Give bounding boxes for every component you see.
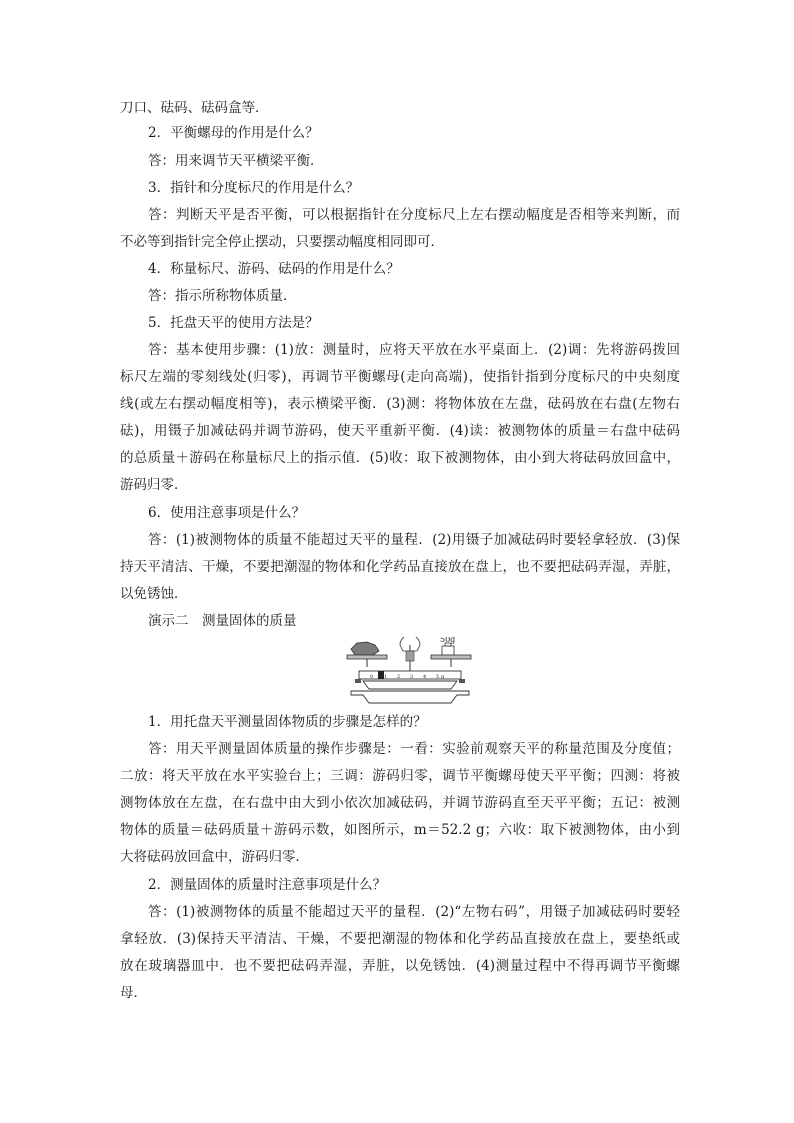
question-4-heading: 4．称量标尺、游码、砝码的作用是什么？ <box>148 261 400 277</box>
question-demo2-1-heading: 1．用托盘天平测量固体物质的步骤是怎样的？ <box>148 714 427 730</box>
base-bottom <box>351 691 469 703</box>
tick-4: 4 <box>423 674 427 680</box>
center-column <box>406 651 414 661</box>
balance-illustration <box>345 637 475 705</box>
question-5-heading: 5．托盘天平的使用方法是？ <box>148 315 319 331</box>
weight-50g <box>442 646 454 655</box>
question-2-heading: 2．平衡螺母的作用是什么？ <box>148 125 319 141</box>
weight-label: 50g <box>440 637 456 644</box>
object-on-left-pan <box>351 642 379 655</box>
balance-figure <box>345 637 475 705</box>
answer-3-line-2: 不必等到指针完全停止摆动，只要摆动幅度相同即可． <box>120 234 444 250</box>
answer-5-line-1: 答：基本使用步骤：(1)放：测量时，应将天平放在水平桌面上．(2)调：先将游码拨回 <box>148 342 680 358</box>
question-6-heading: 6．使用注意事项是什么？ <box>148 505 306 521</box>
answer-demo2-2-line-4: 母． <box>120 985 147 1001</box>
base-top <box>363 681 457 689</box>
tick-5: 5 <box>436 674 440 680</box>
tick-0: 0 <box>370 674 374 680</box>
answer-demo2-1-line-2: 二放：将天平放在水平实验台上；三调：游码归零，调节平衡螺母使天平平衡；四测：将被 <box>120 768 680 784</box>
answer-demo2-1-line-3: 测物体放在左盘，在右盘中由大到小依次加减砝码，并调节游码直至天平平衡；五记：被测 <box>120 795 680 811</box>
text-line-1: 刀口、砝码、砝码盒等． <box>120 100 269 116</box>
right-balance-nut <box>459 679 465 683</box>
answer-5-line-5: 的总质量＋游码在称量标尺上的指示值．(5)收：取下被测物体，由小到大将砝码放回盒中， <box>120 450 680 466</box>
right-pan <box>431 655 471 659</box>
answer-5-line-2: 标尺左端的零刻线处(归零)，再调节平衡螺母(走向高端)，使指针指到分度标尺的中央刻度 <box>120 369 680 385</box>
answer-4: 答：指示所称物体质量． <box>148 288 297 304</box>
answer-demo2-1-line-1: 答：用天平测量固体质量的操作步骤是：一看：实验前观察天平的称量范围及分度值； <box>148 741 680 757</box>
left-pan <box>347 655 387 659</box>
answer-6-line-1: 答：(1)被测物体的质量不能超过天平的量程．(2)用镊子加减砝码时要轻拿轻放．(3)保 <box>148 532 680 548</box>
answer-2: 答：用来调节天平横梁平衡． <box>148 153 324 169</box>
answer-demo2-2-line-1: 答：(1)被测物体的质量不能超过天平的量程．(2)“左物右码”，用镊子加减砝码时要轻 <box>148 904 680 920</box>
answer-5-line-3: 线(或左右摆动幅度相等)，表示横梁平衡．(3)测：将物体放在左盘，砝码放在右盘(左物右 <box>120 396 680 412</box>
answer-demo2-1-line-5: 大将砝码放回盒中，游码归零． <box>120 849 309 865</box>
answer-6-line-3: 以免锈蚀． <box>120 586 188 602</box>
question-demo2-2-heading: 2．测量固体的质量时注意事项是什么？ <box>148 877 387 893</box>
answer-5-line-4: 砝)，用镊子加减砝码并调节游码，使天平重新平衡．(4)读：被测物体的质量＝右盘中砝码 <box>120 423 680 439</box>
left-balance-nut <box>355 679 361 683</box>
answer-demo2-1-line-4: 物体的质量＝砝码质量＋游码示数，如图所示，m＝52.2 g；六收：取下被测物体，由小到 <box>120 822 680 838</box>
section-heading-demo-2: 演示二 测量固体的质量 <box>148 613 297 629</box>
tick-unit: g <box>441 674 445 680</box>
question-3-heading: 3．指针和分度标尺的作用是什么？ <box>148 180 360 196</box>
answer-3-line-1: 答：判断天平是否平衡，可以根据指针在分度标尺上左右摆动幅度是否相等来判断，而 <box>148 207 680 223</box>
tick-3: 3 <box>410 674 414 680</box>
answer-6-line-2: 持天平清洁、干燥，不要把潮湿的物体和化学药品直接放在盘上，也不要把砝码弄湿，弄脏， <box>120 559 680 575</box>
answer-5-line-6: 游码归零． <box>120 477 188 493</box>
tick-2: 2 <box>397 674 401 680</box>
answer-demo2-2-line-3: 放在玻璃器皿中．也不要把砝码弄湿，弄脏，以免锈蚀．(4)测量过程中不得再调节平衡螺 <box>120 958 680 974</box>
answer-demo2-2-line-2: 拿轻放．(3)保持天平清洁、干燥，不要把潮湿的物体和化学药品直接放在盘上，要垫纸或 <box>120 931 680 947</box>
tick-1: 1 <box>384 674 388 680</box>
